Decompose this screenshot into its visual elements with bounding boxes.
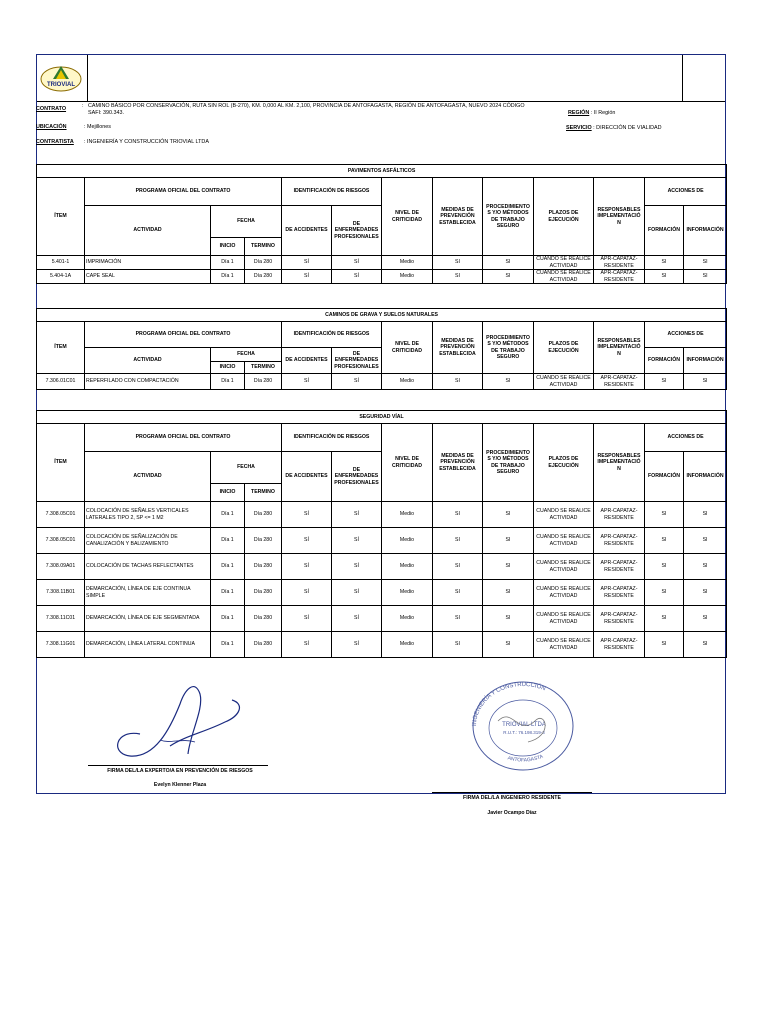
- col-programa: PROGRAMA OFICIAL DEL CONTRATO: [85, 178, 282, 206]
- col-nivel: NIVEL DE CRITICIDAD: [382, 424, 433, 502]
- col-accidentes: DE ACCIDENTES: [282, 348, 332, 374]
- col-inicio: INICIO: [211, 362, 245, 374]
- col-plazos: PLAZOS DE EJECUCIÓN: [534, 424, 594, 502]
- item-cell: 7.308.05C01: [37, 528, 85, 554]
- informacion-cell: SI: [684, 374, 727, 390]
- inicio-cell: Día 1: [211, 606, 245, 632]
- nivel-cell: Medio: [382, 606, 433, 632]
- procedimiento-cell: SI: [483, 554, 534, 580]
- svg-text:ANTOFAGASTA: ANTOFAGASTA: [506, 753, 544, 764]
- signature-right-title: FIRMA DEL/LA INGENIERO RESIDENTE: [463, 795, 561, 801]
- responsables-cell: APR-CAPATAZ-RESIDENTE: [594, 580, 645, 606]
- informacion-cell: SI: [684, 270, 727, 284]
- col-item: ÍTEM: [37, 322, 85, 374]
- actividad-cell: COLOCACIÓN DE TACHAS REFLECTANTES: [85, 554, 211, 580]
- informacion-cell: SI: [684, 606, 727, 632]
- nivel-cell: Medio: [382, 528, 433, 554]
- item-cell: 5.404-1A: [37, 270, 85, 284]
- informacion-cell: SI: [684, 256, 727, 270]
- col-acciones: ACCIONES DE: [645, 424, 727, 452]
- col-enfermedades: DE ENFERMEDADES PROFESIONALES: [332, 452, 382, 502]
- accidentes-cell: SÍ: [282, 554, 332, 580]
- table-row: [37, 374, 727, 390]
- item-cell: 7.308.11B01: [37, 580, 85, 606]
- plazo-cell: CUANDO SE REALICE ACTIVIDAD: [534, 502, 594, 528]
- col-responsables: RESPONSABLES IMPLEMENTACIÓ N: [594, 178, 645, 256]
- triovial-logo: [39, 63, 83, 93]
- responsables-cell: APR-CAPATAZ-RESIDENTE: [594, 554, 645, 580]
- medidas-cell: SI: [433, 554, 483, 580]
- informacion-cell: SI: [684, 632, 727, 658]
- enfermedades-cell: SÍ: [332, 528, 382, 554]
- nivel-cell: Medio: [382, 632, 433, 658]
- accidentes-cell: SÍ: [282, 502, 332, 528]
- inicio-cell: Día 1: [211, 270, 245, 284]
- col-medidas: MEDIDAS DE PREVENCIÓN ESTABLECIDA: [433, 424, 483, 502]
- termino-cell: Día 280: [245, 528, 282, 554]
- actividad-cell: CAPE SEAL: [85, 270, 211, 284]
- formacion-cell: SI: [645, 632, 684, 658]
- accidentes-cell: SÍ: [282, 606, 332, 632]
- plazo-cell: CUANDO SE REALICE ACTIVIDAD: [534, 270, 594, 284]
- medidas-cell: SI: [433, 528, 483, 554]
- nivel-cell: Medio: [382, 256, 433, 270]
- col-responsables: RESPONSABLES IMPLEMENTACIÓ N: [594, 322, 645, 374]
- enfermedades-cell: SÍ: [332, 606, 382, 632]
- svg-text:INGENIERÍA Y CONSTRUCCIÓN: INGENIERÍA Y CONSTRUCCIÓN: [471, 681, 547, 727]
- inicio-cell: Día 1: [211, 580, 245, 606]
- enfermedades-cell: SÍ: [332, 580, 382, 606]
- formacion-cell: SI: [645, 256, 684, 270]
- ubicacion-value: : Mejillones: [84, 124, 111, 130]
- informacion-cell: SI: [684, 580, 727, 606]
- procedimiento-cell: SI: [483, 632, 534, 658]
- col-programa: PROGRAMA OFICIAL DEL CONTRATO: [85, 424, 282, 452]
- servicio-field: SERVICIO : DIRECCIÓN DE VIALIDAD: [566, 125, 662, 131]
- item-cell: 7.306.01C01: [37, 374, 85, 390]
- col-termino: TERMINO: [245, 484, 282, 502]
- medidas-cell: SI: [433, 270, 483, 284]
- col-identificacion: IDENTIFICACIÓN DE RIESGOS: [282, 322, 382, 348]
- contratista-label: CONTRATISTA: [36, 139, 74, 145]
- nivel-cell: Medio: [382, 554, 433, 580]
- accidentes-cell: SÍ: [282, 270, 332, 284]
- col-accidentes: DE ACCIDENTES: [282, 452, 332, 502]
- informacion-cell: SI: [684, 502, 727, 528]
- signature-right-line: [432, 792, 592, 793]
- signature-left-name: Evelyn Klenner Plaza: [153, 782, 207, 788]
- formacion-cell: SI: [645, 502, 684, 528]
- signature-left-title: FIRMA DEL/LA EXPERTO/A EN PREVENCIÓN DE RIESGOS: [107, 768, 253, 774]
- col-formacion: FORMACIÓN: [645, 206, 684, 256]
- enfermedades-cell: SÍ: [332, 632, 382, 658]
- item-cell: 7.308.09A01: [37, 554, 85, 580]
- responsables-cell: APR-CAPATAZ-RESIDENTE: [594, 606, 645, 632]
- contrato-label: CONTRATO: [36, 106, 67, 112]
- nivel-cell: Medio: [382, 502, 433, 528]
- table-row: [37, 580, 727, 606]
- section-title: CAMINOS DE GRAVA Y SUELOS NATURALES: [37, 309, 727, 322]
- item-cell: 7.308.05C01: [37, 502, 85, 528]
- col-procedimiento: PROCEDIMIENTO S Y/O MÉTODOS DE TRABAJO SEGURO: [483, 322, 534, 374]
- enfermedades-cell: SÍ: [332, 270, 382, 284]
- medidas-cell: SI: [433, 632, 483, 658]
- procedimiento-cell: SI: [483, 256, 534, 270]
- formacion-cell: SI: [645, 554, 684, 580]
- col-termino: TERMINO: [245, 238, 282, 256]
- termino-cell: Día 280: [245, 502, 282, 528]
- termino-cell: Día 280: [245, 256, 282, 270]
- inicio-cell: Día 1: [211, 256, 245, 270]
- termino-cell: Día 280: [245, 632, 282, 658]
- col-item: ÍTEM: [37, 424, 85, 502]
- logo-cell: [37, 55, 88, 101]
- col-fecha: FECHA: [211, 452, 282, 484]
- col-informacion: INFORMACIÓN: [684, 452, 727, 502]
- informacion-cell: SI: [684, 528, 727, 554]
- colon: :: [82, 103, 84, 109]
- col-medidas: MEDIDAS DE PREVENCIÓN ESTABLECIDA: [433, 322, 483, 374]
- table-row: [37, 502, 727, 528]
- termino-cell: Día 280: [245, 606, 282, 632]
- nivel-cell: Medio: [382, 374, 433, 390]
- plazo-cell: CUANDO SE REALICE ACTIVIDAD: [534, 554, 594, 580]
- enfermedades-cell: SÍ: [332, 502, 382, 528]
- informacion-cell: SI: [684, 554, 727, 580]
- col-medidas: MEDIDAS DE PREVENCIÓN ESTABLECIDA: [433, 178, 483, 256]
- col-acciones: ACCIONES DE: [645, 322, 727, 348]
- formacion-cell: SI: [645, 374, 684, 390]
- col-enfermedades: DE ENFERMEDADES PROFESIONALES: [332, 206, 382, 256]
- section-title: PAVIMENTOS ASFÁLTICOS: [37, 165, 727, 178]
- table-row: [37, 554, 727, 580]
- responsables-cell: APR-CAPATAZ-RESIDENTE: [594, 270, 645, 284]
- nivel-cell: Medio: [382, 270, 433, 284]
- col-inicio: INICIO: [211, 238, 245, 256]
- col-fecha: FECHA: [211, 348, 282, 362]
- termino-cell: Día 280: [245, 554, 282, 580]
- item-cell: 7.308.11C01: [37, 606, 85, 632]
- actividad-cell: COLOCACIÓN DE SEÑALES VERTICALES LATERALES TIPO 2, SP <= 1 M2: [85, 502, 211, 528]
- col-actividad: ACTIVIDAD: [85, 452, 211, 502]
- procedimiento-cell: SI: [483, 374, 534, 390]
- actividad-cell: COLOCACIÓN DE SEÑALIZACIÓN DE CANALIZACIÓN Y BALIZAMIENTO: [85, 528, 211, 554]
- col-informacion: INFORMACIÓN: [684, 206, 727, 256]
- inicio-cell: Día 1: [211, 528, 245, 554]
- accidentes-cell: SÍ: [282, 580, 332, 606]
- plazo-cell: CUANDO SE REALICE ACTIVIDAD: [534, 528, 594, 554]
- actividad-cell: DEMARCACIÓN, LÍNEA DE EJE SEGMENTADA: [85, 606, 211, 632]
- svg-text:R.U.T.: 76.198.319-3: R.U.T.: 76.198.319-3: [503, 730, 545, 735]
- col-informacion: INFORMACIÓN: [684, 348, 727, 374]
- col-nivel: NIVEL DE CRITICIDAD: [382, 322, 433, 374]
- termino-cell: Día 280: [245, 374, 282, 390]
- responsables-cell: APR-CAPATAZ-RESIDENTE: [594, 374, 645, 390]
- table-caminos-grava: [36, 308, 727, 390]
- col-procedimiento: PROCEDIMIENTO S Y/O MÉTODOS DE TRABAJO SEGURO: [483, 424, 534, 502]
- item-cell: 7.308.11G01: [37, 632, 85, 658]
- col-item: ÍTEM: [37, 178, 85, 256]
- signature-right-name: Javier Ocampo Díaz: [487, 810, 537, 816]
- medidas-cell: SI: [433, 502, 483, 528]
- procedimiento-cell: SI: [483, 528, 534, 554]
- procedimiento-cell: SI: [483, 580, 534, 606]
- inicio-cell: Día 1: [211, 632, 245, 658]
- col-actividad: ACTIVIDAD: [85, 348, 211, 374]
- procedimiento-cell: SI: [483, 606, 534, 632]
- svg-text:TRIOVIAL LTDA: TRIOVIAL LTDA: [502, 722, 546, 728]
- signature-left-line: [88, 765, 268, 766]
- responsables-cell: APR-CAPATAZ-RESIDENTE: [594, 256, 645, 270]
- procedimiento-cell: SI: [483, 270, 534, 284]
- col-responsables: RESPONSABLES IMPLEMENTACIÓ N: [594, 424, 645, 502]
- plazo-cell: CUANDO SE REALICE ACTIVIDAD: [534, 374, 594, 390]
- col-termino: TERMINO: [245, 362, 282, 374]
- responsables-cell: APR-CAPATAZ-RESIDENTE: [594, 632, 645, 658]
- header-box: [37, 55, 725, 101]
- inicio-cell: Día 1: [211, 554, 245, 580]
- plazo-cell: CUANDO SE REALICE ACTIVIDAD: [534, 606, 594, 632]
- accidentes-cell: SÍ: [282, 632, 332, 658]
- table-row: [37, 528, 727, 554]
- col-formacion: FORMACIÓN: [645, 452, 684, 502]
- procedimiento-cell: SI: [483, 502, 534, 528]
- col-formacion: FORMACIÓN: [645, 348, 684, 374]
- table-row: [37, 632, 727, 658]
- col-inicio: INICIO: [211, 484, 245, 502]
- medidas-cell: SI: [433, 580, 483, 606]
- col-identificacion: IDENTIFICACIÓN DE RIESGOS: [282, 178, 382, 206]
- plazo-cell: CUANDO SE REALICE ACTIVIDAD: [534, 580, 594, 606]
- inicio-cell: Día 1: [211, 502, 245, 528]
- actividad-cell: DEMARCACIÓN, LÍNEA DE EJE CONTINUA SIMPLE: [85, 580, 211, 606]
- item-cell: 5.401-1: [37, 256, 85, 270]
- enfermedades-cell: SÍ: [332, 554, 382, 580]
- contrato-value: CAMINO BÁSICO POR CONSERVACIÓN, RUTA SIN ROL (B-270), KM. 0,000 AL KM. 2,100, PROVINCIA DE ANTOFAGASTA, REGIÓN DE ANTOFAGASTA, NUEVO 2024 CÓDIGO SAFI: 390.343.: [88, 103, 525, 116]
- enfermedades-cell: SÍ: [332, 256, 382, 270]
- formacion-cell: SI: [645, 606, 684, 632]
- plazo-cell: CUANDO SE REALICE ACTIVIDAD: [534, 632, 594, 658]
- company-stamp: [458, 676, 588, 776]
- termino-cell: Día 280: [245, 580, 282, 606]
- formacion-cell: SI: [645, 580, 684, 606]
- accidentes-cell: SÍ: [282, 256, 332, 270]
- header-rule: [37, 101, 725, 102]
- actividad-cell: IMPRIMACIÓN: [85, 256, 211, 270]
- actividad-cell: DEMARCACIÓN, LÍNEA LATERAL CONTINUA: [85, 632, 211, 658]
- col-acciones: ACCIONES DE: [645, 178, 727, 206]
- col-identificacion: IDENTIFICACIÓN DE RIESGOS: [282, 424, 382, 452]
- table-row: [37, 270, 727, 284]
- col-programa: PROGRAMA OFICIAL DEL CONTRATO: [85, 322, 282, 348]
- medidas-cell: SI: [433, 374, 483, 390]
- formacion-cell: SI: [645, 528, 684, 554]
- signature-left-image: [100, 674, 250, 764]
- nivel-cell: Medio: [382, 580, 433, 606]
- medidas-cell: SI: [433, 606, 483, 632]
- inicio-cell: Día 1: [211, 374, 245, 390]
- termino-cell: Día 280: [245, 270, 282, 284]
- col-procedimiento: PROCEDIMIENTO S Y/O MÉTODOS DE TRABAJO SEGURO: [483, 178, 534, 256]
- col-plazos: PLAZOS DE EJECUCIÓN: [534, 178, 594, 256]
- table-seguridad-vial: [36, 410, 727, 658]
- plazo-cell: CUANDO SE REALICE ACTIVIDAD: [534, 256, 594, 270]
- table-row: [37, 256, 727, 270]
- actividad-cell: REPERFILADO CON COMPACTACIÓN: [85, 374, 211, 390]
- ubicacion-label: UBICACIÓN: [36, 124, 67, 130]
- header-right-divider: [682, 55, 683, 101]
- medidas-cell: SI: [433, 256, 483, 270]
- svg-text:TRIOVIAL: TRIOVIAL: [47, 82, 75, 88]
- contratista-value: : INGENIERÍA Y CONSTRUCCIÓN TRIOVIAL LTDA: [84, 139, 209, 145]
- table-pavimentos: [36, 164, 727, 284]
- col-actividad: ACTIVIDAD: [85, 206, 211, 256]
- accidentes-cell: SÍ: [282, 528, 332, 554]
- section-title: SEGURIDAD VÍAL: [37, 411, 727, 424]
- table-row: [37, 606, 727, 632]
- col-enfermedades: DE ENFERMEDADES PROFESIONALES: [332, 348, 382, 374]
- region-field: REGIÓN : II Región: [568, 110, 616, 116]
- accidentes-cell: SÍ: [282, 374, 332, 390]
- col-nivel: NIVEL DE CRITICIDAD: [382, 178, 433, 256]
- enfermedades-cell: SÍ: [332, 374, 382, 390]
- col-plazos: PLAZOS DE EJECUCIÓN: [534, 322, 594, 374]
- responsables-cell: APR-CAPATAZ-RESIDENTE: [594, 528, 645, 554]
- col-accidentes: DE ACCIDENTES: [282, 206, 332, 256]
- formacion-cell: SI: [645, 270, 684, 284]
- col-fecha: FECHA: [211, 206, 282, 238]
- responsables-cell: APR-CAPATAZ-RESIDENTE: [594, 502, 645, 528]
